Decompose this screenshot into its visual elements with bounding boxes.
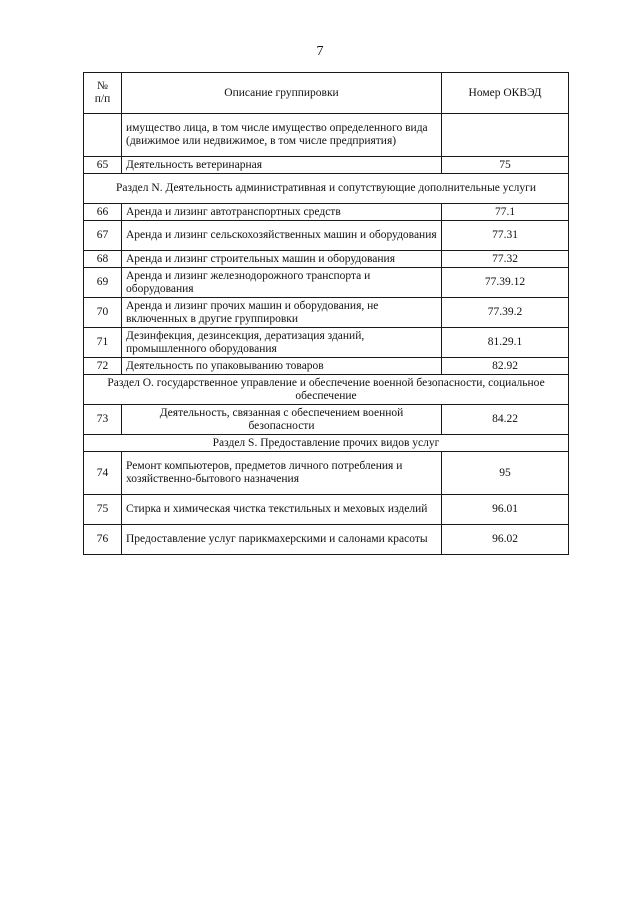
- row-number-cell: 76: [84, 525, 122, 555]
- table-row: [84, 298, 569, 328]
- row-number-cell: 66: [84, 204, 122, 221]
- row-number-cell: 65: [84, 157, 122, 174]
- table-row: [84, 405, 569, 435]
- header-desc: Описание группировки: [122, 73, 442, 114]
- row-description-cell: Деятельность по упаковыванию товаров: [122, 358, 442, 375]
- row-number-cell: 73: [84, 405, 122, 435]
- row-okved-code-cell: [442, 114, 569, 157]
- row-description-cell: Аренда и лизинг железнодорожного транспорта и оборудования: [122, 268, 442, 298]
- table-row: [84, 328, 569, 358]
- table-row: [84, 525, 569, 555]
- row-description-cell: Ремонт компьютеров, предметов личного потребления и хозяйственно-бытового назначения: [122, 452, 442, 495]
- row-description-cell: Аренда и лизинг прочих машин и оборудования, не включенных в другие группировки: [122, 298, 442, 328]
- header-num: [84, 73, 122, 114]
- row-description-cell: Аренда и лизинг строительных машин и оборудования: [122, 251, 442, 268]
- table-row: [84, 221, 569, 251]
- section-title: Раздел S. Предоставление прочих видов услуг: [84, 435, 569, 452]
- page-number: 7: [316, 44, 324, 59]
- table-row: [84, 114, 569, 157]
- row-description-cell: Аренда и лизинг сельскохозяйственных машин и оборудования: [122, 221, 442, 251]
- row-number-cell: 68: [84, 251, 122, 268]
- table-row: [84, 358, 569, 375]
- row-number-cell: 71: [84, 328, 122, 358]
- row-number-cell: 72: [84, 358, 122, 375]
- table-row: [84, 204, 569, 221]
- row-description-cell: Стирка и химическая чистка текстильных и меховых изделий: [122, 495, 442, 525]
- table-row: [84, 251, 569, 268]
- table-row: [84, 268, 569, 298]
- row-description-cell: Деятельность ветеринарная: [122, 157, 442, 174]
- row-okved-code-cell: 95: [442, 452, 569, 495]
- row-okved-code-cell: 77.32: [442, 251, 569, 268]
- section-title: Раздел О. государственное управление и обеспечение военной безопасности, социальное обеспечение: [84, 375, 569, 405]
- table-row: [84, 495, 569, 525]
- table-row: [84, 157, 569, 174]
- row-number-cell: 69: [84, 268, 122, 298]
- row-description-cell: Дезинфекция, дезинсекция, дератизация зданий, промышленного оборудования: [122, 328, 442, 358]
- header-num-line1: №: [97, 80, 108, 92]
- row-okved-code-cell: 77.1: [442, 204, 569, 221]
- row-number-cell: 70: [84, 298, 122, 328]
- row-okved-code-cell: 75: [442, 157, 569, 174]
- section-row: [84, 435, 569, 452]
- row-okved-code-cell: 77.39.2: [442, 298, 569, 328]
- row-number-cell: 75: [84, 495, 122, 525]
- header-code: Номер ОКВЭД: [442, 73, 569, 114]
- row-description-cell: Деятельность, связанная с обеспечением военной безопасности: [122, 405, 442, 435]
- row-okved-code-cell: 77.39.12: [442, 268, 569, 298]
- row-okved-code-cell: 77.31: [442, 221, 569, 251]
- table-row: [84, 452, 569, 495]
- row-description-cell: имущество лица, в том числе имущество определенного вида (движимое или недвижимое, в том числе предприятия): [122, 114, 442, 157]
- header-num-line2: п/п: [94, 93, 111, 105]
- row-number-cell: 67: [84, 221, 122, 251]
- row-okved-code-cell: 96.02: [442, 525, 569, 555]
- okved-table: [83, 72, 569, 555]
- row-description-cell: Предоставление услуг парикмахерскими и салонами красоты: [122, 525, 442, 555]
- row-okved-code-cell: 96.01: [442, 495, 569, 525]
- section-row: [84, 174, 569, 204]
- row-okved-code-cell: 82.92: [442, 358, 569, 375]
- row-number-cell: 74: [84, 452, 122, 495]
- table-header: [84, 73, 569, 114]
- row-number-cell: [84, 114, 122, 157]
- section-row: [84, 375, 569, 405]
- row-description-cell: Аренда и лизинг автотранспортных средств: [122, 204, 442, 221]
- section-title: Раздел N. Деятельность административная и сопутствующие дополнительные услуги: [84, 174, 569, 204]
- header-row: [84, 73, 569, 114]
- row-okved-code-cell: 81.29.1: [442, 328, 569, 358]
- table-body: [84, 114, 569, 555]
- row-okved-code-cell: 84.22: [442, 405, 569, 435]
